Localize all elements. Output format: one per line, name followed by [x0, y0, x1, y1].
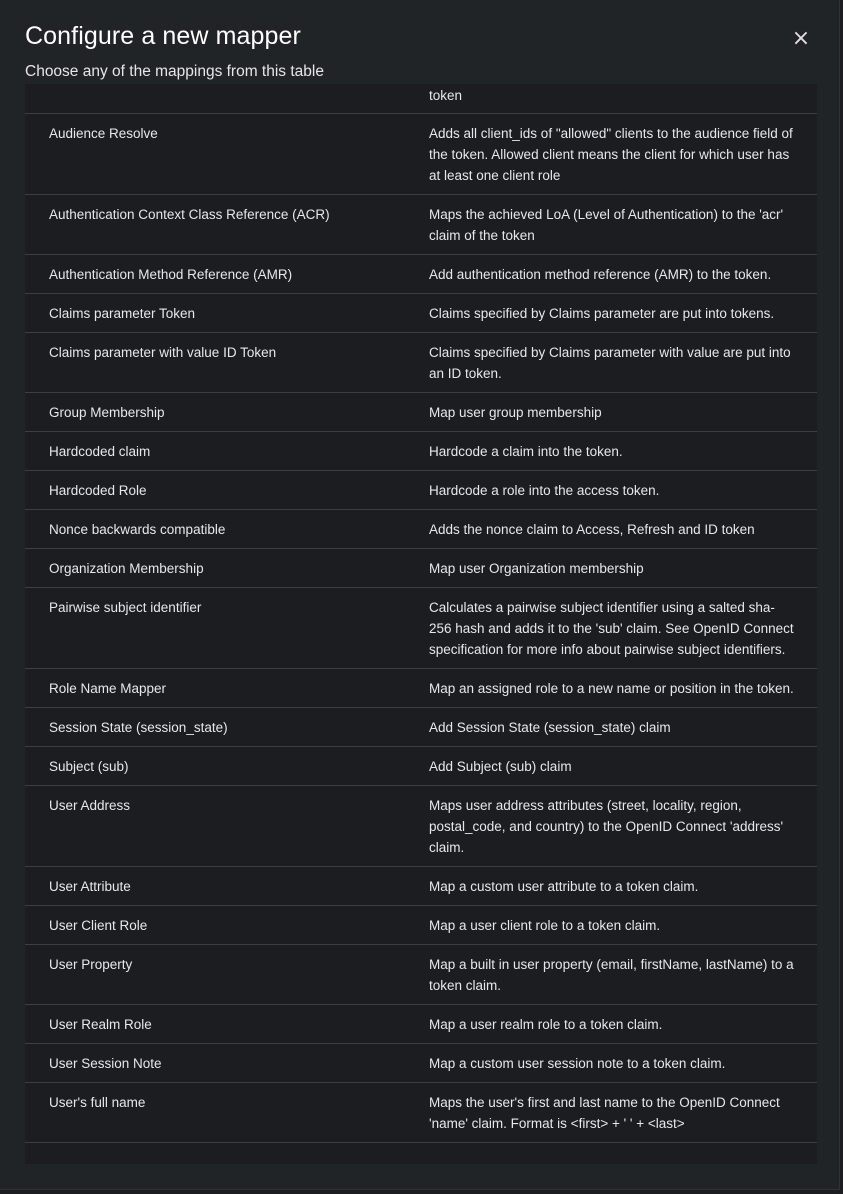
- mapper-description: Map a custom user session note to a token claim.: [429, 1056, 726, 1071]
- table-row[interactable]: [25, 471, 817, 510]
- mapper-description: Hardcode a role into the access token.: [429, 483, 660, 498]
- mapper-name: User Attribute: [49, 879, 131, 894]
- dialog-description: Choose any of the mappings from this table: [25, 63, 324, 80]
- table-row[interactable]: [25, 906, 817, 945]
- mapper-description: Hardcode a claim into the token.: [429, 444, 623, 459]
- table-row[interactable]: [25, 114, 817, 195]
- mapper-description: Maps the achieved LoA (Level of Authentication) to the 'acr' claim of the token: [429, 207, 784, 243]
- mapper-description: Map an assigned role to a new name or position in the token.: [429, 681, 794, 696]
- mapper-description: Add authentication method reference (AMR) to the token.: [429, 267, 772, 282]
- mapper-table: [25, 84, 817, 1164]
- table-row[interactable]: [25, 510, 817, 549]
- table-row[interactable]: [25, 945, 817, 1005]
- mapper-name: User Property: [49, 957, 133, 972]
- table-row[interactable]: [25, 708, 817, 747]
- mapper-description: Map user Organization membership: [429, 561, 644, 576]
- mapper-name: Group Membership: [49, 405, 165, 420]
- mapper-name: User Session Note: [49, 1056, 162, 1071]
- table-row[interactable]: [25, 669, 817, 708]
- table-row[interactable]: [25, 195, 817, 255]
- dialog-title: Configure a new mapper: [25, 22, 301, 50]
- table-row[interactable]: [25, 747, 817, 786]
- mapper-name: Organization Membership: [49, 561, 204, 576]
- mapper-description: token: [429, 88, 463, 103]
- table-row[interactable]: [25, 867, 817, 906]
- mapper-name: Nonce backwards compatible: [49, 522, 226, 537]
- mapper-name: [25, 84, 405, 113]
- mapper-name: Hardcoded Role: [49, 483, 147, 498]
- table-row[interactable]: [25, 1044, 817, 1083]
- table-row[interactable]: [25, 549, 817, 588]
- mapper-name: Session State (session_state): [49, 720, 228, 735]
- close-icon[interactable]: ×: [791, 26, 811, 51]
- table-row[interactable]: [25, 1005, 817, 1044]
- mapper-name: Audience Resolve: [49, 126, 158, 141]
- table-row[interactable]: [25, 786, 817, 867]
- table-body: [25, 114, 817, 1143]
- mapper-description: Add Session State (session_state) claim: [429, 720, 671, 735]
- table-row[interactable]: [25, 432, 817, 471]
- mapper-description: Map a user realm role to a token claim.: [429, 1017, 663, 1032]
- mapper-name: Claims parameter Token: [49, 306, 196, 321]
- mapper-name: User Address: [49, 798, 131, 813]
- mapper-description: Maps the user's first and last name to the OpenID Connect 'name' claim. Format is <first> + ' ' + <last>: [429, 1095, 780, 1131]
- mapper-description: Calculates a pairwise subject identifier using a salted sha-256 hash and adds it to the 'sub' claim. See OpenID Connect specification for more info about pairwise subject identifiers.: [429, 600, 794, 657]
- mapper-description: Map user group membership: [429, 405, 602, 420]
- mapper-description: Adds all client_ids of "allowed" clients to the audience field of the token. Allowed client means the client for which user has at least one client role: [429, 126, 793, 183]
- mapper-description: Map a custom user attribute to a token claim.: [429, 879, 699, 894]
- mapper-name: Claims parameter with value ID Token: [49, 345, 277, 360]
- mapper-name: Pairwise subject identifier: [49, 600, 202, 615]
- mapper-name: User Realm Role: [49, 1017, 152, 1032]
- mapper-description: Adds the nonce claim to Access, Refresh and ID token: [429, 522, 755, 537]
- mapper-name: Hardcoded claim: [49, 444, 151, 459]
- mapper-name: Authentication Context Class Reference (ACR): [49, 207, 330, 222]
- table-row[interactable]: [25, 294, 817, 333]
- table-row[interactable]: [25, 255, 817, 294]
- mapper-description: Claims specified by Claims parameter are put into tokens.: [429, 306, 775, 321]
- mapper-name: Authentication Method Reference (AMR): [49, 267, 293, 282]
- table-row[interactable]: [25, 333, 817, 393]
- table-row[interactable]: [25, 393, 817, 432]
- mapper-name: Role Name Mapper: [49, 681, 167, 696]
- mapper-description: Add Subject (sub) claim: [429, 759, 572, 774]
- table-row[interactable]: [25, 588, 817, 669]
- mapper-description: Map a built in user property (email, firstName, lastName) to a token claim.: [429, 957, 794, 993]
- mapper-name: User Client Role: [49, 918, 148, 933]
- mapper-name: User's full name: [49, 1095, 146, 1110]
- mapper-description: Claims specified by Claims parameter with value are put into an ID token.: [429, 345, 791, 381]
- mapper-description: Maps user address attributes (street, locality, region, postal_code, and country) to the OpenID Connect 'address' claim.: [429, 798, 784, 855]
- mapper-name: Subject (sub): [49, 759, 129, 774]
- table-row[interactable]: [25, 1083, 817, 1143]
- mapper-description: Map a user client role to a token claim.: [429, 918, 661, 933]
- table-row[interactable]: [25, 84, 817, 114]
